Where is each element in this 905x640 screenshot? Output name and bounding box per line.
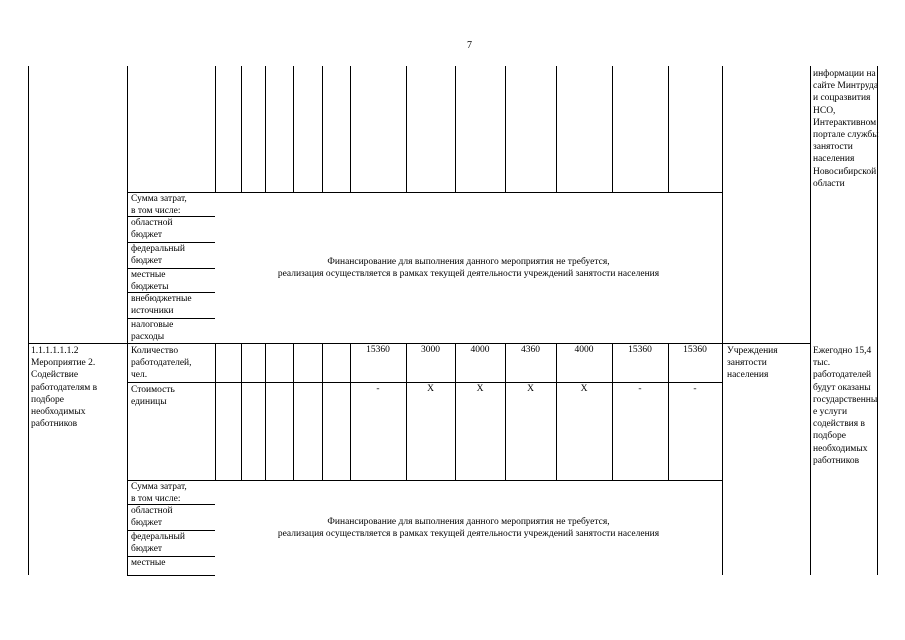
grid-line bbox=[322, 343, 323, 480]
grid-line bbox=[455, 66, 456, 192]
indicator-value: 15360 bbox=[366, 345, 390, 355]
executor-line: Учреждения bbox=[727, 346, 778, 356]
indicator-value: 4000 bbox=[574, 345, 594, 355]
cost-row-label: Сумма затрат, bbox=[131, 482, 187, 492]
cost-row-label: расходы bbox=[131, 332, 165, 343]
result-line: работодателей bbox=[813, 370, 872, 381]
grid-line bbox=[241, 66, 242, 192]
indicator-value: Х bbox=[427, 384, 434, 394]
grid-line bbox=[127, 192, 722, 193]
indicator-value: 4360 bbox=[521, 345, 540, 355]
cost-row-label: федеральный bbox=[131, 244, 185, 254]
grid-line bbox=[406, 343, 407, 480]
indicator-value: 3000 bbox=[421, 345, 440, 355]
result-line: будут оказаны bbox=[813, 382, 871, 393]
result-line: работников bbox=[813, 455, 860, 466]
cost-row-label: в том числе: bbox=[131, 206, 181, 217]
grid-line bbox=[612, 66, 613, 192]
financing-note bbox=[215, 516, 722, 540]
grid-line bbox=[293, 343, 294, 480]
grid-line bbox=[215, 66, 216, 192]
grid-line bbox=[241, 343, 242, 480]
cost-row-label: федеральный bbox=[131, 532, 185, 542]
grid-line bbox=[127, 66, 128, 575]
grid-line bbox=[668, 343, 669, 480]
indicator-label: работодателей, bbox=[131, 358, 192, 369]
grid-line bbox=[612, 343, 613, 480]
grid-line bbox=[350, 66, 351, 192]
indicator-value: - bbox=[376, 384, 380, 394]
page-number: 7 bbox=[467, 40, 472, 51]
indicator-value: - bbox=[693, 384, 697, 394]
grid-line bbox=[877, 66, 878, 575]
grid-line bbox=[293, 66, 294, 192]
info-text-line: Интерактивном bbox=[813, 117, 877, 128]
financing-note bbox=[215, 256, 722, 280]
grid-line bbox=[265, 66, 266, 192]
grid-line bbox=[505, 343, 506, 480]
cost-row-label: бюджет bbox=[131, 518, 163, 529]
cost-row-label: областной bbox=[131, 218, 173, 228]
grid-line bbox=[127, 480, 722, 481]
cost-row-label: источники bbox=[131, 306, 174, 317]
financing-note-line: реализация осуществляется в рамках текущей деятельности учреждений занятости населения bbox=[277, 269, 660, 280]
measure-name-line: Содействие bbox=[31, 370, 79, 381]
result-line: Ежегодно 15,4 bbox=[813, 346, 872, 356]
info-text-line: портале службы bbox=[813, 130, 879, 140]
executor-line: занятости bbox=[727, 358, 767, 369]
grid-line bbox=[350, 343, 351, 480]
cost-row-label: бюджет bbox=[131, 256, 163, 267]
grid-line bbox=[556, 343, 557, 480]
measure-name-line: необходимых bbox=[31, 407, 86, 417]
result-line: государственны bbox=[813, 394, 878, 405]
grid-line bbox=[455, 343, 456, 480]
result-line: е услуги bbox=[813, 407, 848, 417]
result-line: необходимых bbox=[813, 443, 868, 454]
cost-row-label: бюджет bbox=[131, 544, 163, 555]
cost-row-label: налоговые bbox=[131, 320, 174, 330]
measure-name-line: работников bbox=[31, 419, 78, 430]
grid-line bbox=[810, 66, 811, 575]
grid-line bbox=[722, 66, 723, 575]
indicator-label: чел. bbox=[131, 370, 148, 381]
result-line: подборе bbox=[813, 431, 846, 442]
indicator-label: Стоимость bbox=[131, 385, 175, 395]
indicator-value: - bbox=[638, 384, 642, 394]
grid-line bbox=[406, 66, 407, 192]
grid-line bbox=[668, 66, 669, 192]
cost-row-label: бюджет bbox=[131, 230, 163, 241]
measure-name-line: подборе bbox=[31, 394, 64, 405]
grid-line bbox=[505, 66, 506, 192]
grid-line bbox=[28, 66, 29, 575]
result-line: тыс. bbox=[813, 358, 831, 369]
indicator-value: Х bbox=[580, 384, 588, 394]
info-text-line: НСО, bbox=[813, 105, 836, 116]
indicator-value: Х bbox=[476, 384, 484, 394]
cost-row-label: областной bbox=[131, 506, 173, 516]
financing-note-line: реализация осуществляется в рамках текущей деятельности учреждений занятости населения bbox=[277, 529, 660, 540]
cost-row-label: бюджеты bbox=[131, 282, 169, 293]
indicator-value: 15360 bbox=[628, 345, 652, 355]
indicator-label: Количество bbox=[131, 346, 179, 356]
info-text-line: сайте Минтруда bbox=[813, 81, 879, 92]
indicator-label: единицы bbox=[131, 397, 167, 408]
grid-line bbox=[265, 343, 266, 480]
indicator-value: 15360 bbox=[683, 345, 707, 355]
grid-line bbox=[127, 382, 722, 383]
indicator-value: 4000 bbox=[470, 345, 490, 355]
grid-line bbox=[556, 66, 557, 192]
measure-name-line: работодателям в bbox=[31, 382, 98, 393]
measure-name-line: Мероприятие 2. bbox=[31, 358, 96, 369]
cost-row-label: в том числе: bbox=[131, 494, 181, 505]
info-text-line: области bbox=[813, 178, 845, 189]
measure-code: 1.1.1.1.1.1.2 bbox=[31, 346, 79, 356]
financing-note-line: Финансирование для выполнения данного мероприятия не требуется, bbox=[327, 257, 610, 267]
indicator-value: Х bbox=[527, 384, 534, 394]
financing-note-line: Финансирование для выполнения данного мероприятия не требуется, bbox=[327, 517, 610, 527]
grid-line bbox=[322, 66, 323, 192]
cost-row-label: Сумма затрат, bbox=[131, 194, 187, 204]
result-line: содействия в bbox=[813, 419, 865, 430]
info-text-line: и соцразвития bbox=[813, 93, 871, 104]
info-text-line: занятости bbox=[813, 142, 853, 153]
cost-row-label: местные bbox=[131, 558, 166, 568]
info-text-line: Новосибирской bbox=[813, 166, 877, 177]
info-text-line: информации на bbox=[813, 69, 876, 79]
info-text-line: населения bbox=[813, 154, 855, 165]
executor-line: населения bbox=[727, 370, 769, 381]
cost-row-label: местные bbox=[131, 270, 166, 280]
cost-row-label: внебюджетные bbox=[131, 294, 192, 304]
grid-line bbox=[215, 343, 216, 480]
grid-line bbox=[127, 575, 215, 576]
